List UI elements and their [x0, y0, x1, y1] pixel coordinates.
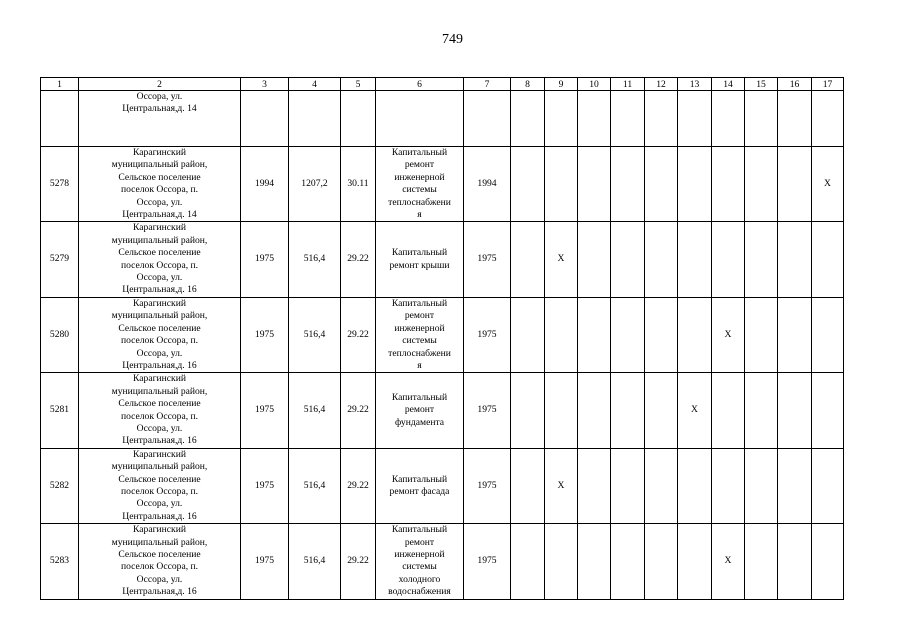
address-cell-line: Сельское поселение	[118, 549, 201, 560]
mark-cell	[511, 222, 545, 297]
column-header-9: 9	[545, 78, 578, 91]
area-cell: 516,4	[289, 297, 341, 372]
mark-cell	[678, 147, 712, 222]
address-cell-line: Карагинский	[133, 297, 186, 309]
mark-cell: X	[545, 448, 578, 523]
work-type-cell-line: ремонт фасада	[389, 485, 450, 497]
column-header-8: 8	[511, 78, 545, 91]
empty-cell	[578, 91, 611, 147]
work-type-cell-line: ремонт	[404, 404, 435, 416]
work-type-cell-line: инженерной	[394, 322, 445, 334]
code-cell: 29.22	[341, 448, 376, 523]
address-cell-line: Оссора, ул.	[136, 196, 183, 208]
mark-cell	[545, 524, 578, 599]
table-row	[41, 147, 844, 222]
address-cell-line: Оссора, ул.	[136, 422, 183, 434]
table-row-continuation	[41, 91, 844, 147]
mark-cell	[578, 147, 611, 222]
year2-cell: 1975	[464, 373, 511, 448]
row-id-cell: 5282	[41, 448, 79, 523]
work-type-cell-line: холодного	[398, 573, 441, 585]
address-cell-line: муниципальный район,	[111, 234, 208, 246]
column-number-row	[41, 78, 844, 91]
year-cell: 1994	[241, 147, 289, 222]
mark-cell	[778, 373, 812, 448]
address-cell	[79, 297, 241, 372]
address-cell	[79, 524, 241, 599]
mark-cell	[745, 373, 778, 448]
work-type-cell-line: я	[417, 359, 422, 371]
mark-cell	[578, 524, 611, 599]
mark-cell	[611, 448, 645, 523]
mark-cell	[812, 524, 844, 599]
address-cell-line: Центральная,д. 16	[122, 435, 197, 447]
row-id-cell: 5278	[41, 147, 79, 222]
table-row	[41, 222, 844, 297]
work-type-cell-line: я	[417, 209, 422, 221]
address-cell-line: Сельское поселение	[118, 247, 201, 259]
mark-cell	[745, 297, 778, 372]
mark-cell	[812, 448, 844, 523]
work-type-cell-line: фундамента	[394, 416, 445, 428]
address-cell-line: Оссора, ул.	[136, 91, 183, 102]
registry-table	[40, 77, 844, 600]
row-id-cell: 5280	[41, 297, 79, 372]
code-cell: 29.22	[341, 297, 376, 372]
work-type-cell	[376, 222, 464, 297]
address-cell-line: муниципальный район,	[111, 385, 208, 397]
address-cell-line: Центральная,д. 16	[122, 510, 197, 522]
address-cell-line: муниципальный район,	[111, 310, 208, 322]
mark-cell	[778, 222, 812, 297]
empty-cell	[812, 91, 844, 147]
mark-cell	[611, 524, 645, 599]
work-type-cell-line: ремонт	[404, 536, 435, 548]
address-cell-line: Центральная,д. 16	[122, 586, 197, 598]
work-type-cell-line: ремонт	[404, 310, 435, 322]
work-type-cell-line: теплоснабжени	[388, 347, 451, 359]
work-type-cell-line: системы	[402, 335, 437, 347]
mark-cell	[645, 297, 678, 372]
mark-cell	[745, 147, 778, 222]
code-cell: 29.22	[341, 373, 376, 448]
empty-cell	[778, 91, 812, 147]
column-header-10: 10	[578, 78, 611, 91]
area-cell: 516,4	[289, 524, 341, 599]
address-cell-line: Карагинский	[133, 524, 186, 536]
work-type-cell-line: ремонт	[404, 159, 435, 171]
table-row	[41, 373, 844, 448]
empty-cell	[289, 91, 341, 147]
column-header-6: 6	[376, 78, 464, 91]
table-body	[41, 91, 844, 600]
mark-cell	[578, 297, 611, 372]
year-cell: 1975	[241, 524, 289, 599]
work-type-cell-line: Капитальный	[391, 247, 448, 259]
table-row	[41, 448, 844, 523]
mark-cell: X	[812, 147, 844, 222]
mark-cell: X	[712, 297, 745, 372]
work-type-cell-line: инженерной	[394, 549, 445, 560]
mark-cell	[778, 147, 812, 222]
mark-cell	[712, 222, 745, 297]
mark-cell	[511, 448, 545, 523]
column-header-1: 1	[41, 78, 79, 91]
address-cell-line: Карагинский	[133, 147, 186, 158]
mark-cell	[645, 448, 678, 523]
empty-cell	[241, 91, 289, 147]
mark-cell	[645, 524, 678, 599]
row-id-cell: 5279	[41, 222, 79, 297]
mark-cell	[812, 222, 844, 297]
mark-cell	[645, 147, 678, 222]
address-cell-line: поселок Оссора, п.	[120, 335, 199, 347]
mark-cell	[511, 147, 545, 222]
address-cell-line: Карагинский	[133, 222, 186, 234]
address-cell-line: поселок Оссора, п.	[120, 259, 199, 271]
address-cell	[79, 147, 241, 222]
work-type-cell-line: теплоснабжени	[388, 196, 451, 208]
column-header-14: 14	[712, 78, 745, 91]
table-row	[41, 297, 844, 372]
area-cell: 516,4	[289, 448, 341, 523]
mark-cell	[578, 373, 611, 448]
column-header-3: 3	[241, 78, 289, 91]
empty-cell	[645, 91, 678, 147]
address-cell-line: Оссора, ул.	[136, 347, 183, 359]
address-cell-line: Сельское поселение	[118, 171, 201, 183]
address-cell-line: поселок Оссора, п.	[120, 410, 199, 422]
year2-cell: 1975	[464, 524, 511, 599]
work-type-cell-line: ремонт крыши	[389, 259, 450, 271]
year-cell: 1975	[241, 222, 289, 297]
mark-cell	[578, 222, 611, 297]
address-cell-line: Центральная,д. 16	[122, 359, 197, 371]
address-cell-line: поселок Оссора, п.	[120, 561, 199, 573]
empty-cell	[745, 91, 778, 147]
mark-cell	[712, 448, 745, 523]
mark-cell	[611, 147, 645, 222]
address-cell-line: Оссора, ул.	[136, 272, 183, 284]
mark-cell	[511, 373, 545, 448]
mark-cell	[611, 222, 645, 297]
column-header-7: 7	[464, 78, 511, 91]
work-type-cell-line: Капитальный	[391, 297, 448, 309]
address-cell-line: муниципальный район,	[111, 536, 208, 548]
mark-cell	[611, 373, 645, 448]
mark-cell	[545, 373, 578, 448]
empty-cell	[464, 91, 511, 147]
mark-cell	[578, 448, 611, 523]
column-header-2: 2	[79, 78, 241, 91]
mark-cell	[712, 373, 745, 448]
address-cell-line: Центральная,д. 14	[122, 103, 197, 115]
column-header-13: 13	[678, 78, 712, 91]
address-cell-line: Центральная,д. 16	[122, 284, 197, 296]
work-type-cell-line: системы	[402, 561, 437, 573]
empty-cell	[712, 91, 745, 147]
address-cell-line: поселок Оссора, п.	[120, 485, 199, 497]
row-id-cell: 5281	[41, 373, 79, 448]
table-row	[41, 524, 844, 599]
year2-cell: 1975	[464, 297, 511, 372]
year-cell: 1975	[241, 373, 289, 448]
area-cell: 516,4	[289, 373, 341, 448]
code-cell: 30.11	[341, 147, 376, 222]
address-cell	[79, 91, 241, 147]
work-type-cell	[376, 448, 464, 523]
mark-cell: X	[678, 373, 712, 448]
year2-cell: 1975	[464, 222, 511, 297]
empty-cell	[611, 91, 645, 147]
mark-cell: X	[545, 222, 578, 297]
mark-cell	[712, 147, 745, 222]
mark-cell	[678, 524, 712, 599]
mark-cell	[545, 147, 578, 222]
work-type-cell-line: инженерной	[394, 171, 445, 183]
mark-cell	[778, 524, 812, 599]
code-cell: 29.22	[341, 222, 376, 297]
mark-cell	[611, 297, 645, 372]
area-cell: 516,4	[289, 222, 341, 297]
address-cell-line: Сельское поселение	[118, 398, 201, 410]
empty-cell	[678, 91, 712, 147]
mark-cell	[545, 297, 578, 372]
work-type-cell	[376, 147, 464, 222]
work-type-cell-line: Капитальный	[391, 524, 448, 536]
year2-cell: 1994	[464, 147, 511, 222]
address-cell	[79, 448, 241, 523]
empty-cell	[341, 91, 376, 147]
address-cell-line: поселок Оссора, п.	[120, 184, 199, 196]
work-type-cell-line: Капитальный	[391, 391, 448, 403]
mark-cell	[812, 373, 844, 448]
page-number: 749	[442, 32, 463, 47]
address-cell-line: Оссора, ул.	[136, 498, 183, 510]
code-cell: 29.22	[341, 524, 376, 599]
mark-cell	[745, 448, 778, 523]
address-cell-line: Карагинский	[133, 373, 186, 385]
mark-cell	[645, 373, 678, 448]
column-header-17: 17	[812, 78, 844, 91]
address-cell-line: Центральная,д. 14	[122, 209, 197, 221]
mark-cell	[678, 222, 712, 297]
column-header-15: 15	[745, 78, 778, 91]
mark-cell	[745, 222, 778, 297]
year-cell: 1975	[241, 448, 289, 523]
mark-cell	[778, 297, 812, 372]
address-cell-line: Карагинский	[133, 448, 186, 460]
mark-cell	[678, 297, 712, 372]
empty-cell	[511, 91, 545, 147]
column-header-4: 4	[289, 78, 341, 91]
address-cell-line: Сельское поселение	[118, 322, 201, 334]
address-cell-line: Сельское поселение	[118, 473, 201, 485]
work-type-cell	[376, 524, 464, 599]
mark-cell	[778, 448, 812, 523]
address-cell-line: муниципальный район,	[111, 159, 208, 171]
mark-cell	[511, 524, 545, 599]
work-type-cell-line: системы	[402, 184, 437, 196]
address-cell-line: муниципальный район,	[111, 461, 208, 473]
column-header-12: 12	[645, 78, 678, 91]
row-id-cell: 5283	[41, 524, 79, 599]
mark-cell: X	[712, 524, 745, 599]
work-type-cell-line: Капитальный	[391, 473, 448, 485]
address-cell	[79, 373, 241, 448]
mark-cell	[645, 222, 678, 297]
work-type-cell-line: водоснабжения	[388, 586, 451, 598]
empty-cell	[376, 91, 464, 147]
year-cell: 1975	[241, 297, 289, 372]
address-cell	[79, 222, 241, 297]
year2-cell: 1975	[464, 448, 511, 523]
mark-cell	[511, 297, 545, 372]
work-type-cell	[376, 297, 464, 372]
address-cell-line: Оссора, ул.	[136, 573, 183, 585]
area-cell: 1207,2	[289, 147, 341, 222]
work-type-cell-line: Капитальный	[391, 147, 448, 158]
empty-cell	[545, 91, 578, 147]
mark-cell	[678, 448, 712, 523]
work-type-cell	[376, 373, 464, 448]
mark-cell	[745, 524, 778, 599]
column-header-16: 16	[778, 78, 812, 91]
column-header-11: 11	[611, 78, 645, 91]
row-id-cell	[41, 91, 79, 147]
mark-cell	[812, 297, 844, 372]
column-header-5: 5	[341, 78, 376, 91]
